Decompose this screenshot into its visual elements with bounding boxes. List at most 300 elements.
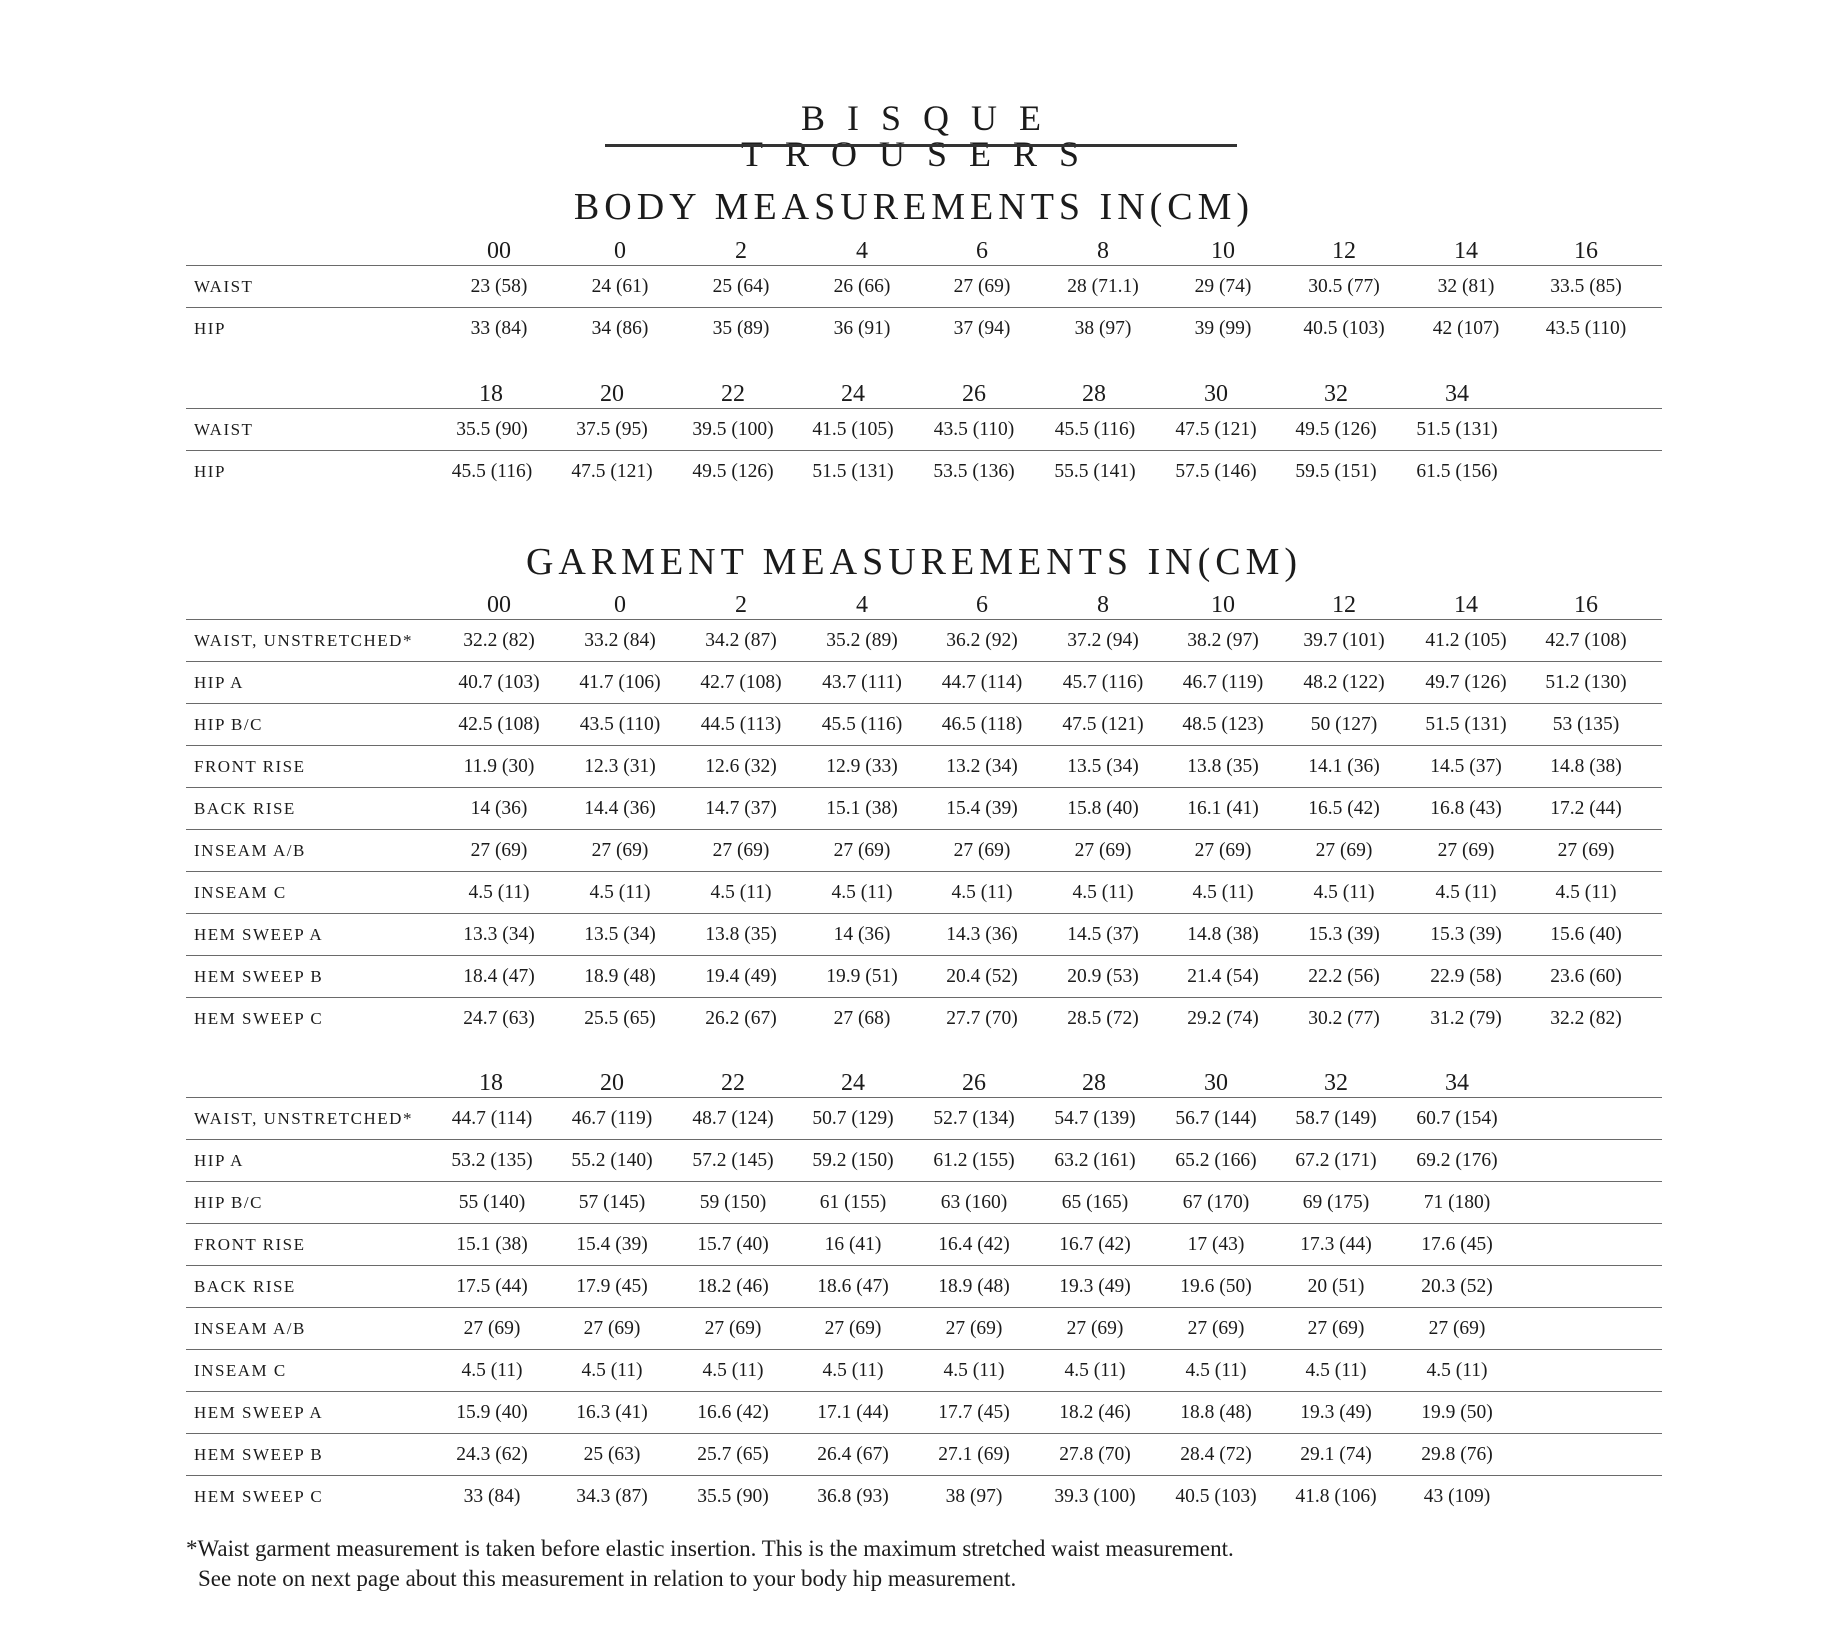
table-cell: 36 (91) [833,318,891,339]
table-cell: 4.5 (11) [468,882,530,903]
row-label: INSEAM C [194,1361,287,1380]
table-cell: 52.7 (134) [933,1108,1015,1129]
table-cell: 18.8 (48) [1180,1402,1252,1423]
table-cell: 58.7 (149) [1295,1108,1377,1129]
table-cell: 19.9 (50) [1421,1402,1493,1423]
table-cell: 24 (61) [591,276,649,297]
table-cell: 17.3 (44) [1300,1234,1372,1255]
table-row [186,997,1662,1039]
size-header: 10 [1211,238,1235,264]
table-cell: 48.5 (123) [1182,714,1264,735]
table-row [186,1265,1662,1307]
table-cell: 20 (51) [1307,1276,1365,1297]
table-cell: 20.9 (53) [1067,966,1139,987]
table-cell: 45.5 (116) [821,714,903,735]
table-cell: 13.3 (34) [463,924,535,945]
table-cell: 4.5 (11) [1435,882,1497,903]
table-cell: 27 (69) [1557,840,1615,861]
table-cell: 63.2 (161) [1054,1150,1136,1171]
table-row [186,450,1662,492]
table-cell: 38.2 (97) [1187,630,1259,651]
table-cell: 15.1 (38) [456,1234,528,1255]
table-cell: 27 (69) [1437,840,1495,861]
size-header: 4 [856,238,868,264]
table-cell: 33 (84) [463,1486,521,1507]
table-row [186,1181,1662,1223]
table-cell: 23.6 (60) [1550,966,1622,987]
size-header: 12 [1332,592,1356,618]
table-cell: 20.3 (52) [1421,1276,1493,1297]
table-cell: 35 (89) [712,318,770,339]
table-cell: 15.6 (40) [1550,924,1622,945]
table-cell: 43.5 (110) [579,714,661,735]
row-label: HIP [194,319,226,338]
table-cell: 4.5 (11) [1313,882,1375,903]
row-label: WAIST [194,277,254,296]
table-cell: 14 (36) [833,924,891,945]
table-cell: 13.5 (34) [584,924,656,945]
table-cell: 22.9 (58) [1430,966,1502,987]
table-cell: 25 (64) [712,276,770,297]
table-cell: 17 (43) [1187,1234,1245,1255]
table-cell: 40.5 (103) [1303,318,1385,339]
table-cell: 14.3 (36) [946,924,1018,945]
table-cell: 26 (66) [833,276,891,297]
table-cell: 15.4 (39) [576,1234,648,1255]
row-label: BACK RISE [194,799,296,818]
table-cell: 27.7 (70) [946,1008,1018,1029]
table-cell: 4.5 (11) [589,882,651,903]
table-cell: 47.5 (121) [1175,419,1257,440]
table-cell: 27.1 (69) [938,1444,1010,1465]
table-cell: 4.5 (11) [1185,1360,1247,1381]
table-row [186,408,1662,450]
table-cell: 27 (69) [704,1318,762,1339]
table-cell: 14.5 (37) [1430,756,1502,777]
table-cell: 59.5 (151) [1295,461,1377,482]
table-cell: 33.2 (84) [584,630,656,651]
table-cell: 65 (165) [1061,1192,1129,1213]
table-cell: 15.1 (38) [826,798,898,819]
table-cell: 42.7 (108) [700,672,782,693]
size-header: 30 [1204,1070,1228,1096]
table-cell: 43.5 (110) [1545,318,1627,339]
size-header: 14 [1454,238,1478,264]
table-cell: 61.2 (155) [933,1150,1015,1171]
table-cell: 55 (140) [458,1192,526,1213]
table-cell: 18.9 (48) [584,966,656,987]
table-cell: 45.5 (116) [451,461,533,482]
table-row [186,1097,1662,1139]
table-cell: 22.2 (56) [1308,966,1380,987]
table-cell: 38 (97) [1074,318,1132,339]
table-row [186,1391,1662,1433]
table-cell: 14.7 (37) [705,798,777,819]
table-cell: 24.3 (62) [456,1444,528,1465]
row-label: FRONT RISE [194,757,306,776]
table-cell: 51.5 (131) [1416,419,1498,440]
table-cell: 49.7 (126) [1425,672,1507,693]
table-cell: 35.5 (90) [697,1486,769,1507]
table-cell: 45.5 (116) [1054,419,1136,440]
table-row [186,955,1662,997]
table-cell: 55.2 (140) [571,1150,653,1171]
table-cell: 16.1 (41) [1187,798,1259,819]
table-cell: 59.2 (150) [812,1150,894,1171]
table-row [186,1475,1662,1517]
table-cell: 40.5 (103) [1175,1486,1257,1507]
table-cell: 32 (81) [1437,276,1495,297]
size-header-row [186,1069,1662,1097]
table-cell: 27 (69) [1194,840,1252,861]
table-cell: 36.2 (92) [946,630,1018,651]
size-header: 00 [487,592,511,618]
table-cell: 17.1 (44) [817,1402,889,1423]
garment-measurements-title: GARMENT MEASUREMENTS IN(CM) [525,541,1303,583]
table-cell: 27 (69) [1187,1318,1245,1339]
table-cell: 67 (170) [1182,1192,1250,1213]
size-header: 22 [721,1070,745,1096]
table-cell: 4.5 (11) [710,882,772,903]
footnote-line-2: See note on next page about this measurement in relation to your body hip measurement. [198,1566,1017,1591]
table-row [186,619,1662,661]
table-cell: 33.5 (85) [1550,276,1622,297]
table-cell: 15.3 (39) [1308,924,1380,945]
table-cell: 11.9 (30) [463,756,535,777]
table-cell: 15.3 (39) [1430,924,1502,945]
size-header-row [186,380,1662,408]
table-cell: 46.7 (119) [1182,672,1264,693]
size-header: 20 [600,1070,624,1096]
size-header: 6 [976,592,988,618]
size-header: 2 [735,592,747,618]
size-header: 34 [1445,1070,1469,1096]
table-cell: 48.7 (124) [692,1108,774,1129]
table-cell: 15.4 (39) [946,798,1018,819]
table-cell: 28.4 (72) [1180,1444,1252,1465]
table-cell: 4.5 (11) [943,1360,1005,1381]
size-header-row [186,591,1662,619]
body-table-2 [186,380,1662,492]
table-cell: 4.5 (11) [1426,1360,1488,1381]
row-label: WAIST, UNSTRETCHED* [194,631,413,650]
row-label: HEM SWEEP C [194,1009,324,1028]
table-cell: 49.5 (126) [1295,419,1377,440]
table-cell: 16.3 (41) [576,1402,648,1423]
table-cell: 35.5 (90) [456,419,528,440]
table-cell: 17.5 (44) [456,1276,528,1297]
row-label: HIP A [194,673,244,692]
table-cell: 4.5 (11) [1064,1360,1126,1381]
table-cell: 51.5 (131) [812,461,894,482]
table-cell: 26.2 (67) [705,1008,777,1029]
size-header: 18 [479,381,503,407]
table-cell: 16.5 (42) [1308,798,1380,819]
table-cell: 43.7 (111) [822,672,902,693]
table-cell: 4.5 (11) [951,882,1013,903]
size-header: 14 [1454,592,1478,618]
size-header: 26 [962,1070,986,1096]
table-cell: 27 (69) [1428,1318,1486,1339]
table-cell: 18.6 (47) [817,1276,889,1297]
footnote-line-1: *Waist garment measurement is taken before elastic insertion. This is the maximum stretched waist measurement. [186,1536,1234,1561]
size-header: 8 [1097,238,1109,264]
table-cell: 29.2 (74) [1187,1008,1259,1029]
row-label: HEM SWEEP B [194,1445,324,1464]
table-cell: 69 (175) [1302,1192,1370,1213]
table-cell: 27 (69) [945,1318,1003,1339]
table-row [186,829,1662,871]
table-cell: 53 (135) [1552,714,1620,735]
row-label: INSEAM C [194,883,287,902]
table-cell: 18.2 (46) [697,1276,769,1297]
table-cell: 20.4 (52) [946,966,1018,987]
table-cell: 56.7 (144) [1175,1108,1257,1129]
table-cell: 32.2 (82) [463,630,535,651]
table-cell: 30.5 (77) [1308,276,1380,297]
table-row [186,1307,1662,1349]
table-cell: 37.2 (94) [1067,630,1139,651]
table-cell: 63 (160) [940,1192,1008,1213]
size-header: 6 [976,238,988,264]
table-cell: 12.9 (33) [826,756,898,777]
table-cell: 17.9 (45) [576,1276,648,1297]
table-cell: 44.5 (113) [700,714,782,735]
table-cell: 27 (68) [833,1008,891,1029]
size-header: 0 [614,592,626,618]
table-cell: 46.5 (118) [941,714,1023,735]
table-cell: 25.5 (65) [584,1008,656,1029]
size-header: 30 [1204,381,1228,407]
size-header: 10 [1211,592,1235,618]
table-cell: 27 (69) [1066,1318,1124,1339]
table-cell: 44.7 (114) [451,1108,533,1129]
size-header: 24 [841,1070,865,1096]
table-cell: 47.5 (121) [1062,714,1144,735]
table-cell: 50 (127) [1310,714,1378,735]
table-cell: 15.9 (40) [456,1402,528,1423]
table-cell: 67.2 (171) [1295,1150,1377,1171]
row-label: FRONT RISE [194,1235,306,1254]
table-cell: 14.4 (36) [584,798,656,819]
table-cell: 44.7 (114) [941,672,1023,693]
table-cell: 4.5 (11) [1305,1360,1367,1381]
table-cell: 45.7 (116) [1062,672,1144,693]
table-cell: 27 (69) [953,840,1011,861]
table-cell: 28.5 (72) [1067,1008,1139,1029]
table-cell: 47.5 (121) [571,461,653,482]
table-cell: 51.5 (131) [1425,714,1507,735]
table-cell: 50.7 (129) [812,1108,894,1129]
table-cell: 17.2 (44) [1550,798,1622,819]
table-cell: 49.5 (126) [692,461,774,482]
table-row [186,1139,1662,1181]
row-label: WAIST [194,420,254,439]
row-label: WAIST, UNSTRETCHED* [194,1109,413,1128]
table-cell: 54.7 (139) [1054,1108,1136,1129]
table-cell: 37.5 (95) [576,419,648,440]
table-cell: 43 (109) [1423,1486,1491,1507]
table-cell: 4.5 (11) [822,1360,884,1381]
table-cell: 34.3 (87) [576,1486,648,1507]
table-cell: 4.5 (11) [1072,882,1134,903]
table-cell: 27 (69) [591,840,649,861]
table-cell: 53.2 (135) [451,1150,533,1171]
table-cell: 14.1 (36) [1308,756,1380,777]
table-cell: 39.3 (100) [1054,1486,1136,1507]
table-cell: 16.8 (43) [1430,798,1502,819]
table-row [186,307,1662,349]
size-header: 12 [1332,238,1356,264]
size-header: 16 [1574,238,1598,264]
table-row [186,1433,1662,1475]
body-table-1 [186,237,1662,349]
table-cell: 15.7 (40) [697,1234,769,1255]
table-cell: 4.5 (11) [461,1360,523,1381]
table-cell: 21.4 (54) [1187,966,1259,987]
table-cell: 16.7 (42) [1059,1234,1131,1255]
row-label: HIP [194,462,226,481]
table-cell: 4.5 (11) [581,1360,643,1381]
table-cell: 27 (69) [712,840,770,861]
table-cell: 26.4 (67) [817,1444,889,1465]
row-label: HEM SWEEP B [194,967,324,986]
table-cell: 39 (99) [1194,318,1252,339]
table-cell: 51.2 (130) [1545,672,1627,693]
garment-table-2 [186,1069,1662,1517]
table-cell: 13.8 (35) [705,924,777,945]
table-cell: 4.5 (11) [702,1360,764,1381]
table-cell: 36.8 (93) [817,1486,889,1507]
title-underline [605,144,1237,147]
size-header: 22 [721,381,745,407]
garment-table-1 [186,591,1662,1039]
table-cell: 23 (58) [470,276,528,297]
table-cell: 37 (94) [953,318,1011,339]
table-cell: 41.5 (105) [812,419,894,440]
table-cell: 38 (97) [945,1486,1003,1507]
size-header: 28 [1082,381,1106,407]
table-cell: 24.7 (63) [463,1008,535,1029]
table-cell: 43.5 (110) [933,419,1015,440]
table-cell: 19.3 (49) [1300,1402,1372,1423]
table-cell: 27 (69) [583,1318,641,1339]
table-row [186,1349,1662,1391]
table-cell: 12.6 (32) [705,756,777,777]
table-row [186,913,1662,955]
size-header: 18 [479,1070,503,1096]
table-row [186,703,1662,745]
table-cell: 53.5 (136) [933,461,1015,482]
size-header: 4 [856,592,868,618]
table-cell: 13.5 (34) [1067,756,1139,777]
table-cell: 27 (69) [824,1318,882,1339]
table-cell: 39.5 (100) [692,419,774,440]
table-cell: 19.6 (50) [1180,1276,1252,1297]
table-cell: 32.2 (82) [1550,1008,1622,1029]
table-cell: 42.7 (108) [1545,630,1627,651]
table-cell: 14 (36) [470,798,528,819]
row-label: INSEAM A/B [194,841,306,860]
table-cell: 13.8 (35) [1187,756,1259,777]
table-cell: 29 (74) [1194,276,1252,297]
row-label: BACK RISE [194,1277,296,1296]
table-cell: 33 (84) [470,318,528,339]
table-cell: 71 (180) [1423,1192,1491,1213]
table-cell: 46.7 (119) [571,1108,653,1129]
table-cell: 48.2 (122) [1303,672,1385,693]
size-header: 20 [600,381,624,407]
table-cell: 4.5 (11) [831,882,893,903]
table-cell: 19.3 (49) [1059,1276,1131,1297]
size-header: 16 [1574,592,1598,618]
table-cell: 18.2 (46) [1059,1402,1131,1423]
row-label: HEM SWEEP A [194,1403,324,1422]
table-cell: 25.7 (65) [697,1444,769,1465]
table-cell: 27 (69) [463,1318,521,1339]
table-cell: 34.2 (87) [705,630,777,651]
table-cell: 27 (69) [833,840,891,861]
table-row [186,745,1662,787]
table-cell: 35.2 (89) [826,630,898,651]
table-cell: 59 (150) [699,1192,767,1213]
size-header: 28 [1082,1070,1106,1096]
table-cell: 61.5 (156) [1416,461,1498,482]
table-cell: 15.8 (40) [1067,798,1139,819]
table-cell: 17.6 (45) [1421,1234,1493,1255]
size-header: 2 [735,238,747,264]
table-row [186,1223,1662,1265]
table-cell: 30.2 (77) [1308,1008,1380,1029]
table-cell: 27 (69) [953,276,1011,297]
table-row [186,265,1662,307]
table-cell: 57 (145) [578,1192,646,1213]
row-label: HIP B/C [194,1193,263,1212]
table-cell: 42.5 (108) [458,714,540,735]
row-label: HIP A [194,1151,244,1170]
row-label: INSEAM A/B [194,1319,306,1338]
table-cell: 29.8 (76) [1421,1444,1493,1465]
table-cell: 27 (69) [1307,1318,1365,1339]
table-cell: 13.2 (34) [946,756,1018,777]
table-cell: 57.2 (145) [692,1150,774,1171]
table-cell: 4.5 (11) [1555,882,1617,903]
table-cell: 27 (69) [1074,840,1132,861]
row-label: HEM SWEEP A [194,925,324,944]
table-cell: 14.5 (37) [1067,924,1139,945]
table-cell: 41.7 (106) [579,672,661,693]
table-cell: 25 (63) [583,1444,641,1465]
table-cell: 29.1 (74) [1300,1444,1372,1465]
size-header: 8 [1097,592,1109,618]
table-cell: 19.4 (49) [705,966,777,987]
table-cell: 4.5 (11) [1192,882,1254,903]
row-label: HIP B/C [194,715,263,734]
table-cell: 16.4 (42) [938,1234,1010,1255]
size-header-row [186,237,1662,265]
table-cell: 41.8 (106) [1295,1486,1377,1507]
table-cell: 16 (41) [824,1234,882,1255]
table-cell: 34 (86) [591,318,649,339]
table-cell: 69.2 (176) [1416,1150,1498,1171]
table-cell: 41.2 (105) [1425,630,1507,651]
table-cell: 61 (155) [819,1192,887,1213]
table-cell: 28 (71.1) [1067,276,1139,297]
table-cell: 27.8 (70) [1059,1444,1131,1465]
size-header: 00 [487,238,511,264]
table-cell: 31.2 (79) [1430,1008,1502,1029]
table-cell: 55.5 (141) [1054,461,1136,482]
